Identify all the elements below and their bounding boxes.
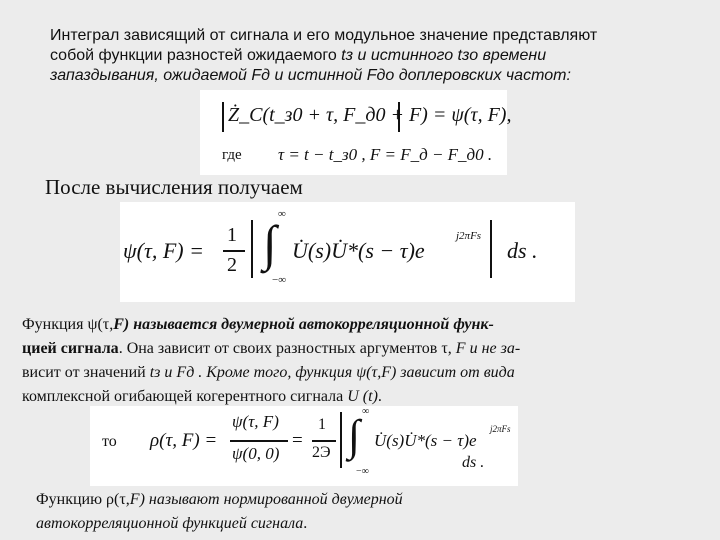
intro-line-3: запаздывания, ожидаемой Fд и истинной Fдо доплеровских частот: <box>50 67 571 84</box>
intro-paragraph <box>50 26 670 86</box>
formula-3-prefix: то <box>102 433 117 450</box>
integral-sign: ∫ <box>348 411 361 460</box>
abs-bar-right <box>490 220 492 278</box>
formula-3-k-num: 1 <box>318 416 326 433</box>
section-heading: После вычисления получаем <box>45 175 303 199</box>
para3-line-1: Функция ψ(τ,F) называется двумерной автокорреляционной функ- <box>22 316 494 333</box>
intro-line-2: собой функции разностей ожидаемого tз и истинного tзо времени <box>50 47 547 64</box>
paragraph-3 <box>22 313 702 409</box>
fraction-bar <box>312 440 336 442</box>
formula-1-main: Ż_C(t_з0 + τ, F_д0 + F) = ψ(τ, F), <box>228 104 512 126</box>
formula-2-frac-den: 2 <box>227 254 237 276</box>
formula-2-integrand: U̇(s)U̇*(s − τ)e <box>292 238 425 263</box>
formula-1-where-label: где <box>222 147 242 163</box>
paragraph-4 <box>36 488 596 536</box>
para3-line-4: комплексной огибающей когерентного сигнала U (t). <box>22 388 382 405</box>
formula-3-eq: = <box>292 430 303 451</box>
formula-2-box <box>120 202 575 302</box>
formula-1-where-expr: τ = t − t_з0 , F = F_д − F_д0 . <box>278 145 493 164</box>
integral-sign: ∫ <box>263 215 277 271</box>
para3-line-2: цией сигнала. Она зависит от своих разностных аргументов τ, F и не за- <box>22 340 521 357</box>
formula-3-lower: −∞ <box>356 466 369 477</box>
formula-2-upper: ∞ <box>278 208 286 220</box>
formula-2-lower: −∞ <box>272 274 287 286</box>
formula-2-tail: ds . <box>507 238 538 263</box>
fraction-bar <box>223 250 245 252</box>
formula-1-box <box>200 90 512 175</box>
formula-3-integrand: U̇(s)U̇*(s − τ)e <box>374 431 477 450</box>
formula-3-frac-den: ψ(0, 0) <box>232 444 280 463</box>
formula-2-frac-num: 1 <box>227 224 237 246</box>
formula-3-k-den: 2Э <box>312 444 331 461</box>
para4-line-2: автокорреляционной функцией сигнала. <box>36 515 308 532</box>
formula-3-frac-num: ψ(τ, F) <box>232 412 279 431</box>
formula-2-exponent: j2πFs <box>456 230 482 242</box>
formula-3-tail: ds . <box>462 454 485 471</box>
formula-3-upper: ∞ <box>362 406 370 417</box>
formula-3-lhs: ρ(τ, F) = <box>150 430 218 451</box>
intro-line-1: Интеграл зависящий от сигнала и его модульное значение представляют <box>50 27 598 44</box>
para4-line-1: Функцию ρ(τ,F) называют нормированной двумерной <box>36 491 403 508</box>
formula-3-box <box>90 406 518 486</box>
abs-bar-left <box>222 102 224 132</box>
fraction-bar <box>230 440 288 442</box>
formula-2-lhs: ψ(τ, F) = <box>123 238 204 263</box>
para3-line-3: висит от значений tз и Fд . Кроме того, функция ψ(τ,F) зависит от вида <box>22 364 515 381</box>
abs-bar-left <box>251 220 253 278</box>
abs-bar-left <box>340 412 342 468</box>
formula-3-exponent: j2πFs <box>490 424 511 434</box>
